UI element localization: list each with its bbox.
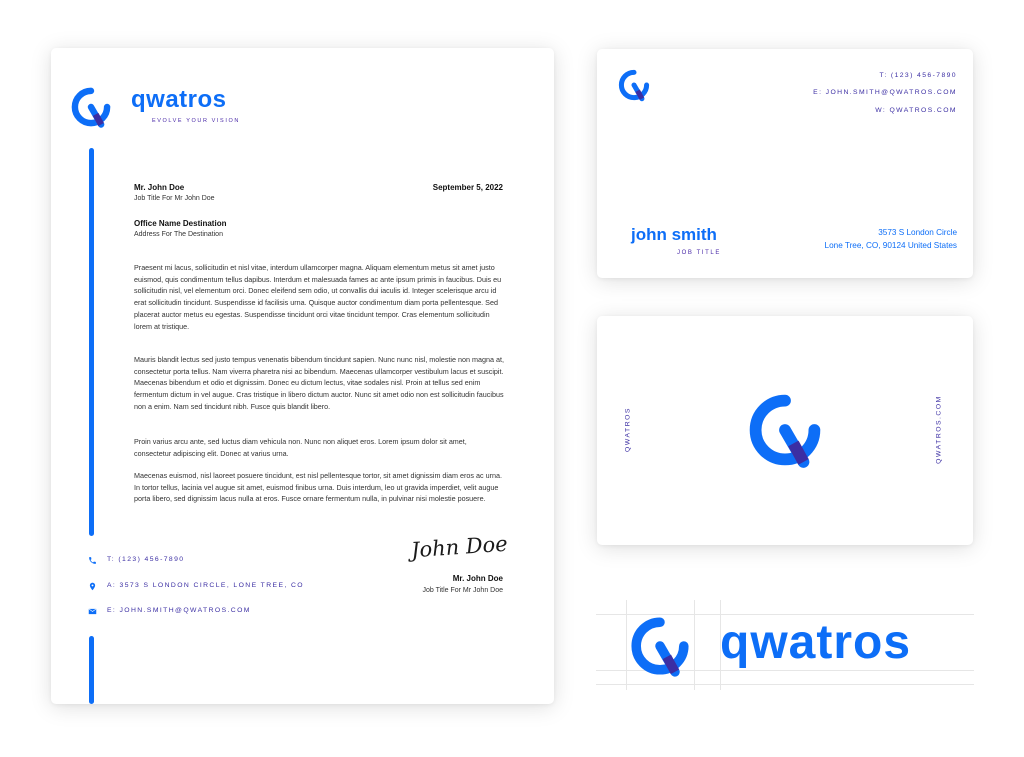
- recipient-address: Address For The Destination: [134, 231, 223, 238]
- body-paragraph: Praesent mi lacus, sollicitudin et nisl vitae, interdum ullamcorper magna. Aliquam elementum metus sit amet justo euismod, quis condimentum tellus dapibus. Interdum et malesuada fames ac ante ipsum primis in faucibus. Duis eu sollicitudin nisl, vel elementum orci. Donec eleifend sem odio, ut convallis dui iaculis id. Integer scelerisque arcu id erat sollicitudin tincidunt. Suspendisse id facilisis urna. Quisque auctor condimentum diam porta pellentesque. Sed placerat auctor metus eu egestas. Suspendisse tincidunt orci vitae tincidunt tempor. Cras elementum sollicitudin lorem at tristique.: [134, 263, 502, 331]
- body-paragraph: Maecenas euismod, nisl laoreet posuere tincidunt, est nisl pellentesque tortor, sit amet dignissim diam eros ac urna. In tortor tellus, lacinia vel augue sit amet, euismod finibus urna. Duis interdum, leo ut gravida imperdiet, velit augue porta libero, sed dignissim lacus nulla at eros. Fusce ornare fermentum nulla, in pulvinar nisi molestie posuere.: [134, 471, 502, 504]
- business-card-front: [597, 49, 973, 278]
- card-job-title: JOB TITLE: [677, 250, 721, 256]
- card-person-name: john smith: [631, 225, 717, 244]
- card-phone: T: (123) 456-7890: [879, 72, 957, 79]
- card-back-brand-vertical: QWATROS: [624, 407, 632, 452]
- vertical-accent-bar: [89, 148, 94, 536]
- body-paragraph: Proin varius arcu ante, sed luctus diam vehicula non. Nunc non aliquet eros. Lorem ipsum dolor sit amet, consectetur adipiscing elit. Donec at varius urna.: [134, 437, 467, 458]
- logo-construction: [596, 600, 974, 690]
- guide-line: [694, 600, 695, 690]
- brand-tagline: EVOLVE YOUR VISION: [152, 118, 240, 124]
- signature-name: Mr. John Doe: [452, 574, 503, 583]
- q-ring-logo-icon: [626, 612, 694, 680]
- card-website: W: QWATROS.COM: [875, 107, 957, 114]
- signature-title: Job Title For Mr John Doe: [422, 587, 503, 594]
- sender-title: Job Title For Mr John Doe: [134, 195, 215, 202]
- card-address-line2: Lone Tree, CO, 90124 United States: [824, 241, 957, 250]
- handwritten-signature: John Doe: [410, 531, 509, 563]
- location-pin-icon: [88, 582, 97, 591]
- business-card-back: [597, 316, 973, 545]
- large-wordmark: qwatros: [720, 616, 912, 669]
- brand-wordmark: qwatros: [131, 86, 227, 113]
- card-email: E: JOHN.SMITH@QWATROS.COM: [813, 89, 957, 96]
- q-ring-logo-icon: [616, 67, 652, 103]
- contact-email-text: E: JOHN.SMITH@QWATROS.COM: [107, 607, 251, 614]
- card-address-line1: 3573 S London Circle: [878, 228, 957, 237]
- contact-address-text: A: 3573 S LONDON CIRCLE, LONE TREE, CO: [107, 582, 304, 589]
- letterhead-page: [51, 48, 554, 704]
- vertical-accent-bar-bottom: [89, 636, 94, 704]
- q-ring-logo-icon: [743, 388, 827, 472]
- sender-name: Mr. John Doe: [134, 183, 185, 192]
- q-ring-logo-icon: [68, 84, 114, 130]
- card-back-website-vertical: QWATROS.COM: [935, 395, 943, 464]
- phone-icon: [88, 556, 97, 565]
- mail-icon: [88, 607, 97, 616]
- guide-line: [596, 684, 974, 685]
- contact-phone-text: T: (123) 456-7890: [107, 556, 185, 563]
- recipient-name: Office Name Destination: [134, 219, 227, 228]
- body-paragraph: Mauris blandit lectus sed justo tempus venenatis bibendum tincidunt sapien. Nunc nunc nisl, molestie non magna at, consectetur porta tellus. Nam viverra pharetra nisi ac bibendum. Maecenas ullamcorper vestibulum lacus et suscipit. Maecenas bibendum et odio et dignissim. Donec eu dictum lectus, vitae sodales nisl. Proin at tellus sed enim fermentum dictum in vel augue. Cras tristique in libero dictum auctor. Nunc sit amet odio non est sollicitudin faucibus non a enim. Nam sed tincidunt nibh. Fusce quis blandit libero.: [134, 355, 504, 411]
- letter-date: September 5, 2022: [432, 183, 503, 192]
